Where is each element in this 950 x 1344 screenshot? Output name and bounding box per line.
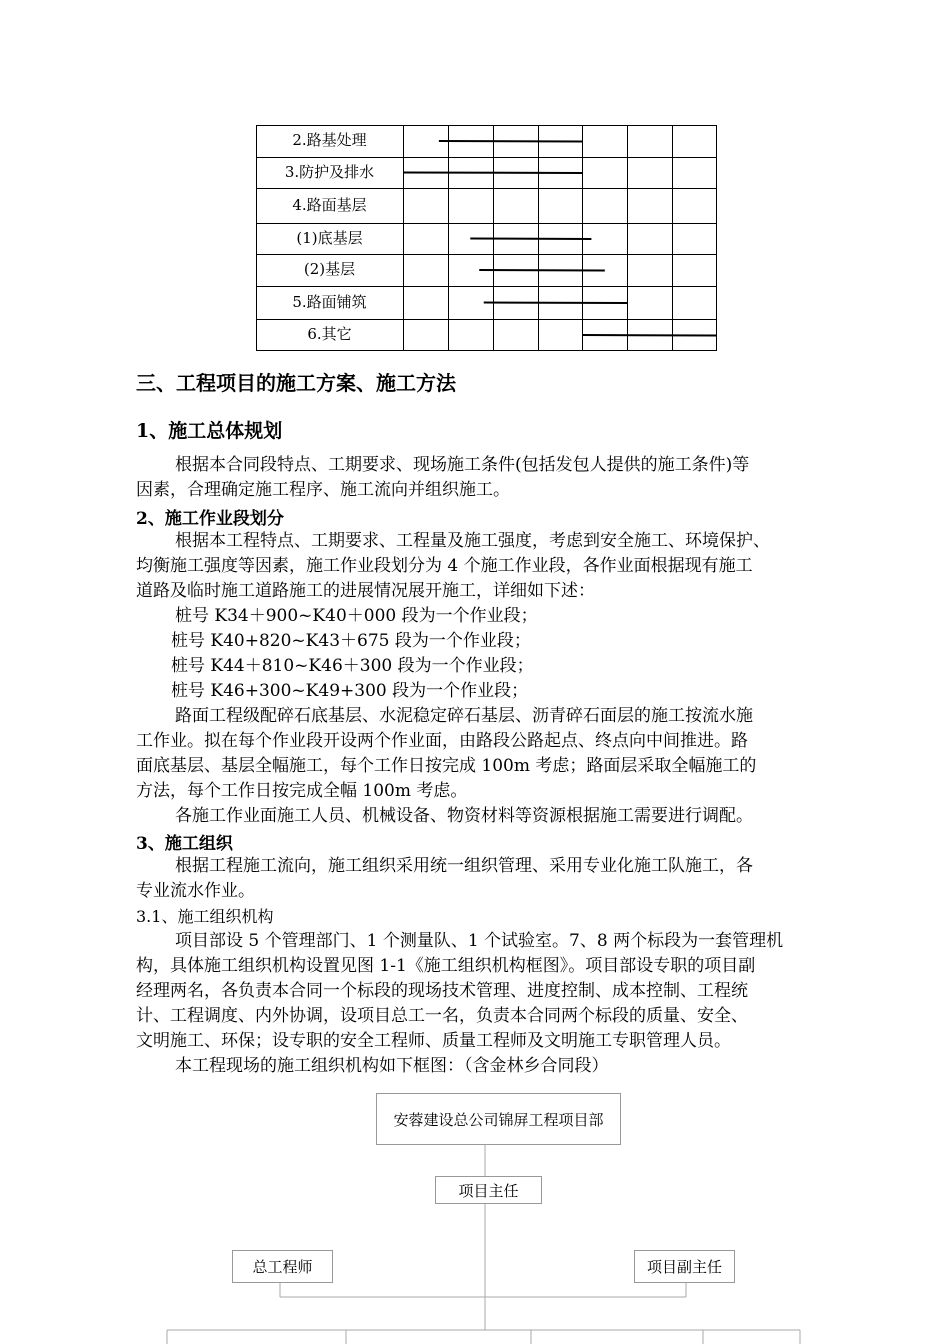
org-box-project-department: 安蓉建设总公司锦屏工程项目部 [376,1093,621,1145]
segment-item: 桩号 K34＋900~K40＋000 段为一个作业段； [175,606,538,626]
gantt-row-label: (2)基层 [303,260,356,278]
paragraph-line: 本工程现场的施工组织机构如下框图：（含金林乡合同段） [175,1056,609,1076]
paragraph-line: 专业流水作业。 [136,881,255,901]
org-box-deputy-director: 项目副主任 [634,1250,735,1283]
paragraph-line: 根据本工程特点、工期要求、工程量及施工强度，考虑到安全施工、环境保护、 [175,531,770,551]
gantt-row-label: 4.路面基层 [292,195,367,214]
paragraph-line: 面底基层、基层全幅施工，每个工作日按完成 100m 考虑；路面层采取全幅施工的 [136,756,757,776]
paragraph-line: 根据本合同段特点、工期要求、现场施工条件(包括发包人提供的施工条件)等 [175,455,750,475]
section-title: 三、工程项目的施工方案、施工方法 [136,371,456,395]
gantt-row-label: 5.路面铺筑 [292,292,367,311]
gantt-bar [484,303,628,304]
paragraph-line: 计、工程调度、内外协调，设项目总工一名，负责本合同两个标段的质量、安全、 [136,1006,748,1026]
gantt-bar [470,239,591,240]
paragraph-line: 经理两名，各负责本合同一个标段的现场技术管理、进度控制、成本控制、工程统 [136,981,748,1001]
paragraph-line: 根据工程施工流向，施工组织采用统一组织管理、采用专业化施工队施工，各 [175,856,753,876]
paragraph-line: 道路及临时施工道路施工的进展情况展开施工，详细如下述： [136,581,595,601]
paragraph-line: 工作业。拟在每个作业段开设两个作业面，由路段公路起点、终点向中间推进。路 [136,731,748,751]
paragraph-line: 项目部设 5 个管理部门、1 个测量队、1 个试验室。7、8 两个标段为一套管理机 [175,931,784,951]
segment-item: 桩号 K46+300~K49+300 段为一个作业段； [171,681,529,701]
paragraph-line: 路面工程级配碎石底基层、水泥稳定碎石基层、沥青碎石面层的施工按流水施 [175,706,753,726]
heading-overall-planning: 1、施工总体规划 [136,420,283,442]
gantt-row-label: 2.路基处理 [292,131,367,149]
heading-organization: 3、施工组织 [136,834,233,854]
gantt-bar [403,173,582,174]
gantt-row-label: (1)底基层 [296,228,363,247]
segment-item: 桩号 K40+820~K43＋675 段为一个作业段； [171,631,531,651]
org-box-project-director: 项目主任 [435,1176,542,1204]
heading-work-sections: 2、施工作业段划分 [136,509,284,529]
gantt-row-label: 3.防护及排水 [284,162,375,181]
paragraph-line: 方法，每个工作日按完成全幅 100m 考虑。 [136,781,468,801]
gantt-bar [582,335,717,336]
gantt-bar [439,141,583,142]
gantt-table [256,125,717,351]
paragraph-line: 因素，合理确定施工程序、施工流向并组织施工。 [136,480,510,500]
subheading-org-structure: 3.1、施工组织机构 [136,907,274,926]
gantt-row-label: 6.其它 [307,325,352,343]
paragraph-line: 构，具体施工组织机构设置见图 1-1《施工组织机构框图》。项目部设专职的项目副 [136,956,756,976]
paragraph-line: 文明施工、环保；设专职的安全工程师、质量工程师及文明施工专职管理人员。 [136,1031,731,1051]
paragraph-line: 各施工作业面施工人员、机械设备、物资材料等资源根据施工需要进行调配。 [175,806,753,826]
paragraph-line: 均衡施工强度等因素，施工作业段划分为 4 个施工作业段，各作业面根据现有施工 [136,556,753,576]
segment-item: 桩号 K44＋810~K46＋300 段为一个作业段； [171,656,534,676]
org-box-chief-engineer: 总工程师 [232,1250,333,1283]
gantt-bar [479,270,605,271]
